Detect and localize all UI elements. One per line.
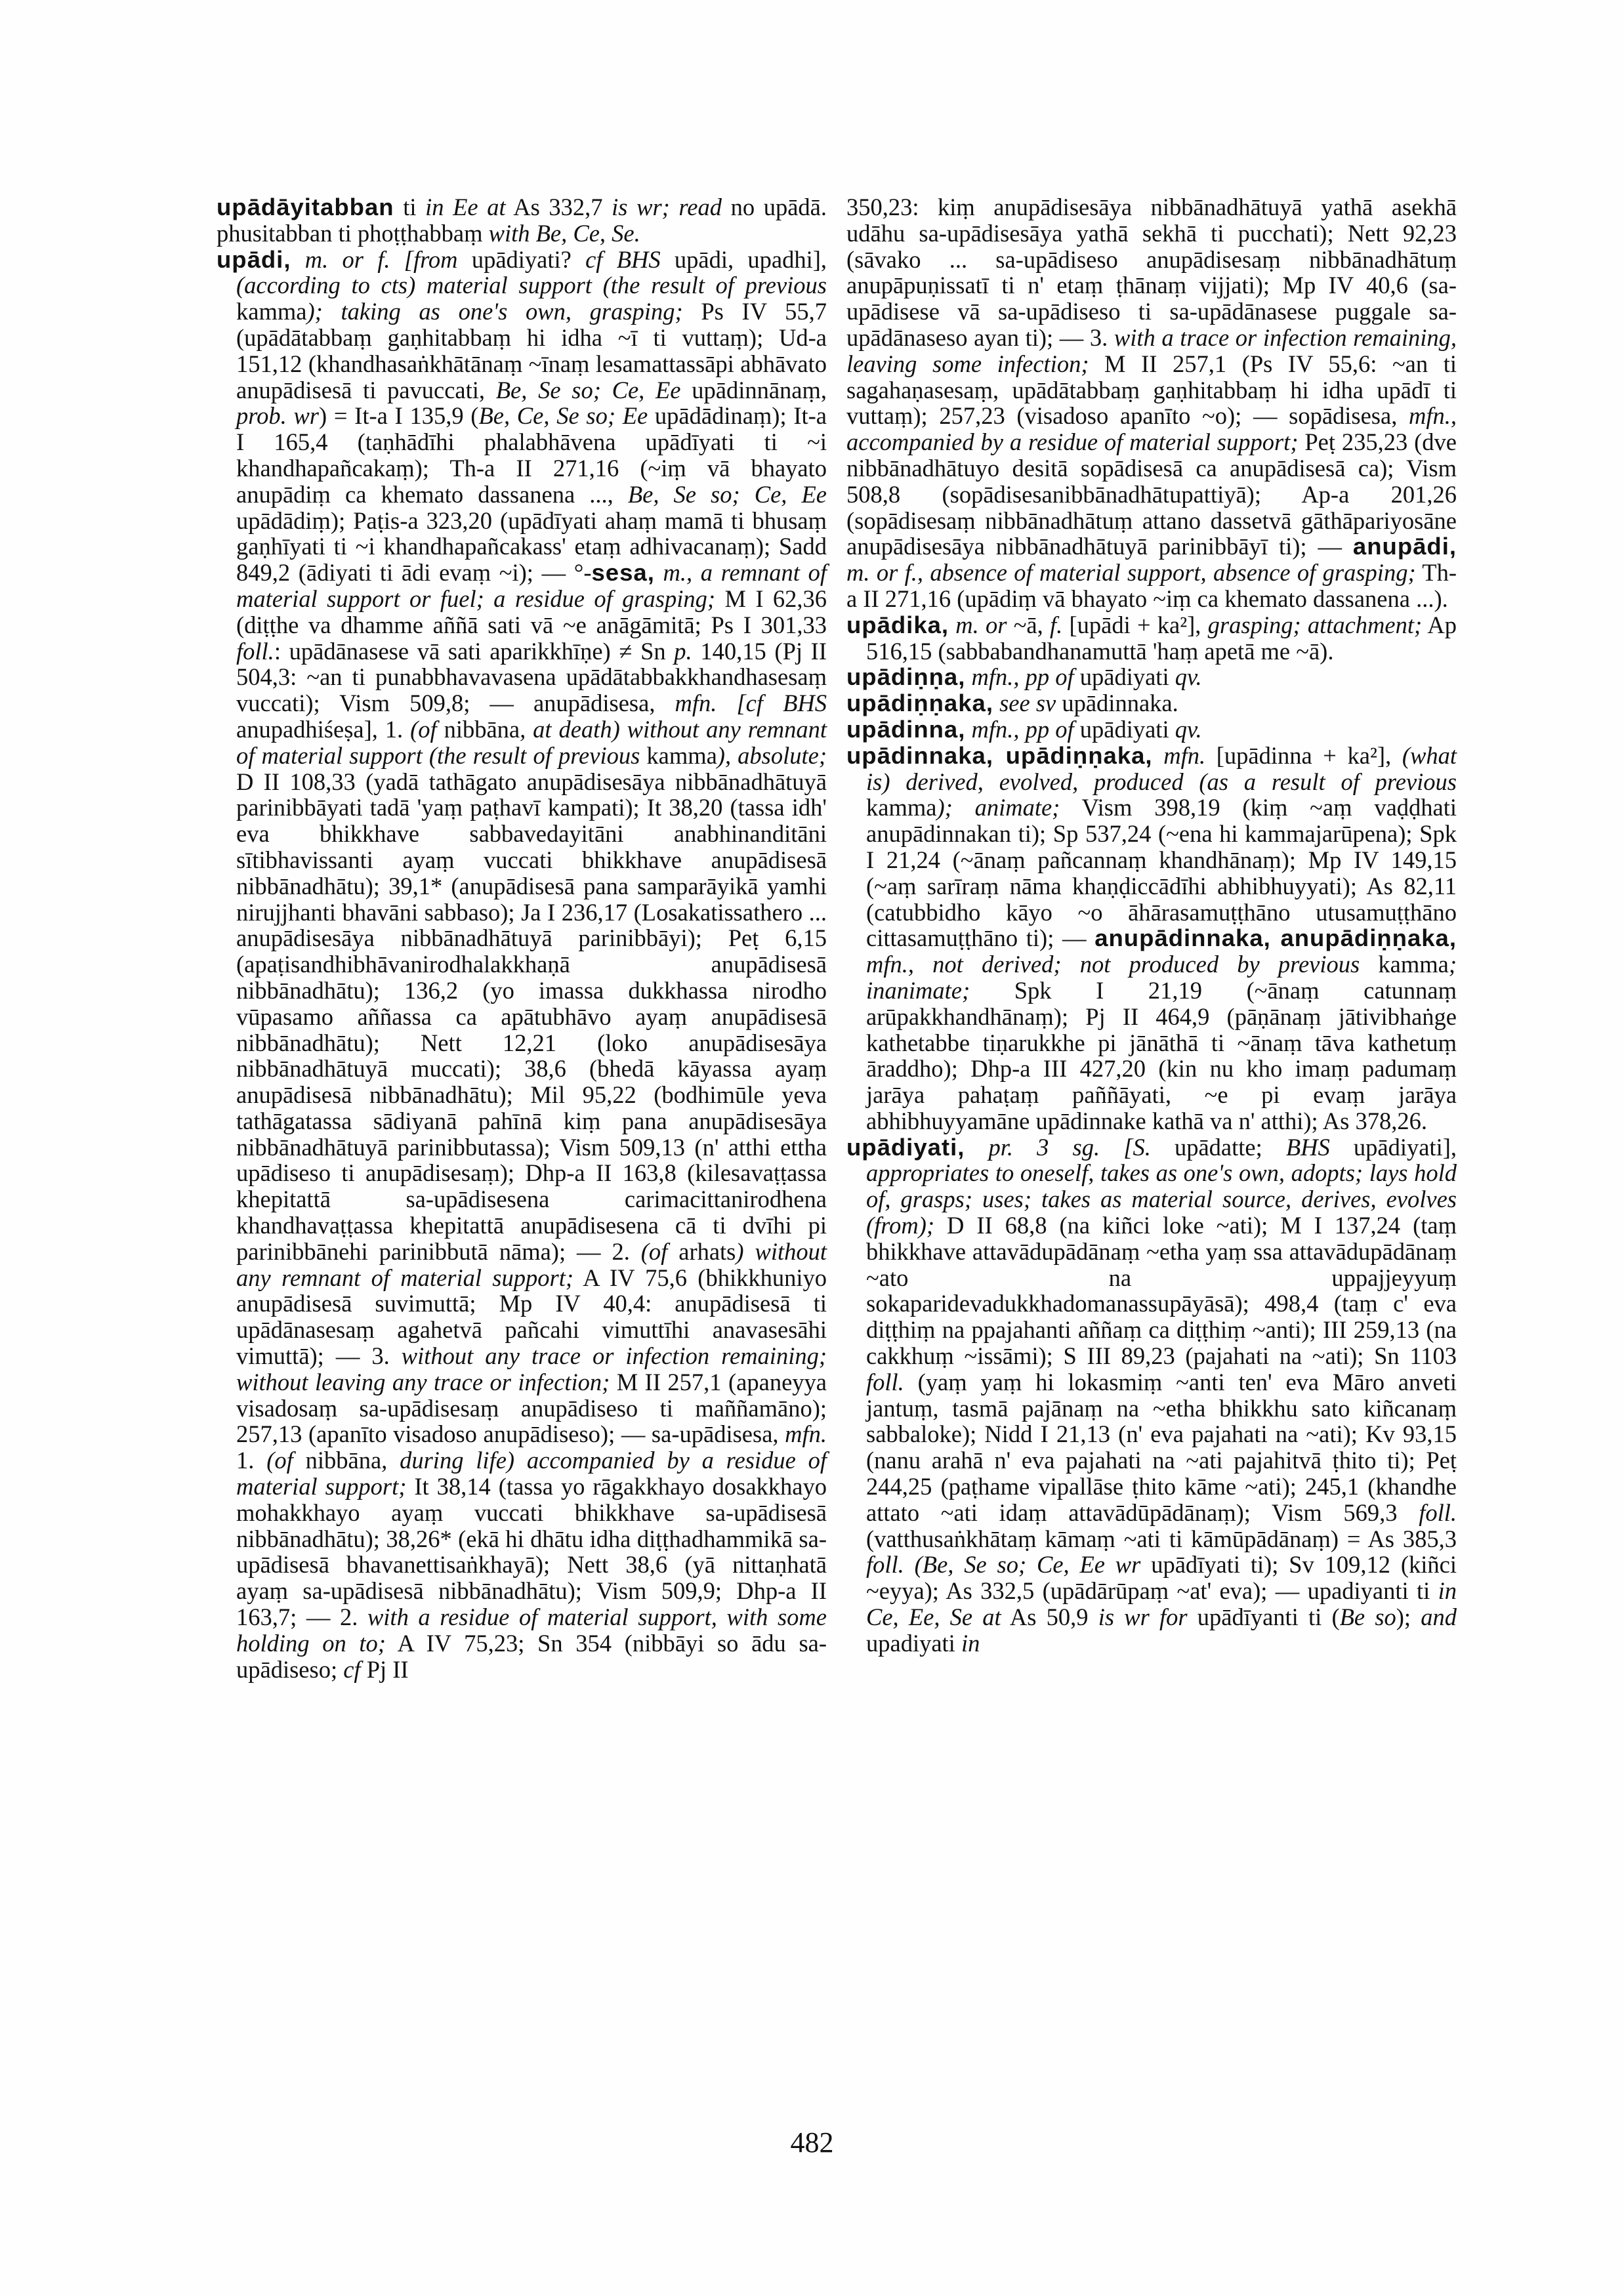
italic-text: ); animate;	[936, 794, 1060, 821]
entry-text: upadiyati	[866, 1629, 961, 1657]
entry-text: kamma	[236, 298, 307, 325]
entry-text: ~ā,	[1007, 611, 1050, 638]
italic-text: qv.	[1175, 715, 1202, 743]
right-column-entry	[846, 664, 1457, 690]
italic-text: , during life) accompanied by a residue of material support;	[236, 1447, 827, 1500]
italic-text: with a residue of material support, with some holding on to;	[236, 1603, 827, 1657]
italic-text: see sv	[993, 690, 1056, 717]
entry-text: nibbāna	[293, 1447, 382, 1474]
entry-text: arhats	[667, 1237, 736, 1265]
italic-text: mfn., accompanied by a residue of material support;	[846, 402, 1457, 456]
entry-text: M II 257,1 (Ps IV 55,6: ~an ti sagahaṇasesaṃ, upādātabbaṃ gaṇhitabbaṃ hi idha upādī ti vuttaṃ); 257,23 (visadoso apanīto ~o); — sopādisesa,	[846, 350, 1457, 430]
italic-text: p.	[674, 637, 692, 665]
headword: upādinna,	[846, 715, 966, 743]
entry-text: upādinnaka.	[1056, 690, 1178, 717]
entry-text: As 50,9	[1001, 1603, 1098, 1631]
entry-text: upādīyati ti); Sv 109,12 (kiñci ~eyya); As 332,5 (upādārūpaṃ ~at' eva); — upadiyanti ti	[866, 1551, 1457, 1605]
italic-text: mfn. [cf BHS	[675, 690, 827, 717]
entry-text: upādinnānaṃ,	[680, 376, 827, 403]
entry-text: [upādi + ka²],	[1062, 611, 1208, 638]
italic-text: with Be, Ce, Se.	[488, 219, 640, 247]
entry-text: Ps IV 55,7 (upādātabbaṃ gaṇhitabbaṃ hi idha ~ī ti vuttaṃ); Ud-a 151,12 (khandhasaṅkhātānaṃ ~īnaṃ lesamattassāpi abhāvato anupādisesā ti pavuccati,	[236, 298, 827, 403]
page-number: 482	[790, 2126, 834, 2159]
italic-text: (according to cts) material support (the result of previous	[236, 272, 827, 299]
italic-text: (of	[640, 1237, 668, 1265]
italic-text: mfn., pp of	[965, 715, 1074, 743]
entry-text: ) = It-a I 135,9 (	[319, 402, 479, 430]
entry-text: kamma	[866, 794, 937, 821]
italic-text: , at death) without any remnant of material support (the result of previous	[236, 715, 827, 769]
italic-text: mfn., pp of	[965, 663, 1074, 691]
italic-text: with a trace or infection remaining, leaving some infection;	[846, 323, 1457, 377]
italic-text: pr. 3 sg. [S.	[965, 1133, 1151, 1161]
entry-text: upādiyati	[1073, 715, 1175, 743]
entry-text: upādatte;	[1150, 1133, 1286, 1161]
entry-text: [upādinna + ka²],	[1205, 741, 1402, 769]
entry-text: It 38,14 (tassa yo rāgakkhayo dosakkhayo mohakkhayo ayaṃ vuccati bhikkhave sa-upādisesā nibbānadhātu); 38,26* (ekā hi dhātu idha diṭṭhadhammikā sa-upādisesā bhavanettisaṅkhayā); Nett 38,6 (yā nittaṇhatā ayaṃ sa-upādisesā nibbānadhātu); Vism 509,9; Dhp-a II 163,7; — 2.	[236, 1473, 827, 1631]
italic-text: qv.	[1175, 663, 1202, 691]
right-column-entry	[846, 743, 1457, 1134]
entry-text: Peṭ 235,23 (dve nibbānadhātuyo desitā sopādisesā ca anupādisesā ca); Vism 508,8 (sopādisesanibbānadhātupattiyā); Ap-a 201,26 (sopādisesaṃ nibbānadhātuṃ attano dassetvā gāthāpariyosāne anupādisesāya nibbānadhātuyā parinibbāyī ti); —	[846, 428, 1457, 560]
entry-text: upādādinaṃ); It-a I 165,4 (taṇhādīhi phalabhāvena upādīyati ti ~i khandhapañcakaṃ); Th-a II 271,16 (~iṃ vā bhayato anupādiṃ ca khemato dassanena ...,	[236, 402, 827, 508]
entry-text: kamma	[1360, 951, 1449, 978]
italic-text: foll.	[236, 637, 274, 665]
entry-text: upādiyati?	[457, 245, 586, 273]
italic-text: m., a remnant of material support or fuel; a residue of grasping;	[236, 559, 827, 612]
entry-text: kamma	[640, 741, 717, 769]
italic-text: foll. (Be, Se so; Ce, Ee wr	[866, 1551, 1141, 1579]
headword: anupādinnaka, anupādiṇṇaka,	[1094, 924, 1457, 952]
entry-text: upādādiṃ); Paṭis-a 323,20 (upādīyati ahaṃ mamā ti bhusaṃ gaṇhīyati ti ~i khandhapañcakass' etaṃ adhivacanaṃ); Sadd 849,2 (ādiyati ti ādi evaṃ ~i); — °-	[236, 507, 827, 587]
entry-text: (vatthusaṅkhātaṃ kāmaṃ ~ati ti kāmūpādānaṃ) = As 385,3	[866, 1525, 1457, 1552]
italic-text: in	[961, 1629, 980, 1657]
entry-text: 350,23: kiṃ anupādisesāya nibbānadhātuyā yathā asekhā udāhu sa-upādisesāya yathā sekhā ti pucchati); Nett 92,23 (sāvako ... sa-upādiseso anupādisesaṃ nibbānadhātuṃ anupāpuṇissatī ti n' etaṃ ṭhānaṃ vijjati); Mp IV 40,6 (sa-upādisese vā sa-upādiseso ti sa-upādānasese puggale sa-upādānaseso ayan ti); — 3.	[846, 194, 1457, 351]
entry-text: Ap 516,15 (sabbabandhanamuttā 'haṃ apetā me ~ā).	[866, 611, 1457, 665]
italic-text: m. or	[949, 611, 1007, 638]
italic-text: ); taking as one's own, grasping;	[306, 298, 683, 325]
italic-text: Be, Se so; Ce, Ee	[495, 376, 681, 403]
italic-text: cf	[343, 1655, 361, 1683]
entry-text: 1.	[236, 1447, 267, 1474]
italic-text: mfn.	[1152, 741, 1206, 769]
headword: upādika,	[846, 611, 949, 638]
right-column-entry	[846, 1134, 1457, 1657]
italic-text: and	[1421, 1603, 1457, 1631]
headword: anupādi,	[1352, 533, 1457, 560]
entry-text: Spk I 21,19 (~ānaṃ catunnaṃ arūpakkhandhānaṃ); Pj II 464,9 (pāṇānaṃ jātivibhaṅge kathetabbe tiṇarukkhe pi jānāthā ti ~ānaṃ tāva kathetuṃ āraddho); Dhp-a III 427,20 (kin nu kho imaṃ padumaṃ jarāya pahaṭaṃ paññāyati, ~e pi evaṃ jarāya abhibhuyyamāne upādinnake kathā va n' atthi); As 378,26.	[866, 976, 1457, 1134]
italic-text: m. or f. [from	[291, 245, 458, 273]
entry-text: 140,15 (Pj II 504,3: ~an ti punabbhavavasena upādātabbakkhandhasesaṃ vuccati); Vism 509,8; — anupādisesa,	[236, 637, 827, 717]
entry-text: M I 62,36 (diṭṭhe va dhamme aññā sati vā ~e anāgāmitā; Ps I 301,33	[236, 585, 827, 638]
headword: sesa,	[591, 559, 655, 587]
italic-text: prob. wr	[236, 402, 319, 430]
entry-text: Pj II	[360, 1655, 409, 1683]
left-column-entry	[217, 194, 827, 247]
italic-text: f.	[1049, 611, 1063, 638]
italic-text: (of	[266, 1447, 293, 1474]
headword: upādāyitabban	[217, 194, 394, 220]
entry-text: Th-a II 271,16 (upādiṃ vā bhayato ~iṃ ca khemato dassanena ...).	[846, 559, 1457, 612]
entry-text: A IV 75,6 (bhikkhuniyo anupādisesā suvimuttā; Mp IV 40,4: anupādisesā ti upādānasesaṃ agahetvā pañcahi vimuttīhi anavasesāhi vimuttā); — 3.	[236, 1264, 827, 1370]
headword: upādi,	[217, 245, 291, 273]
left-column-entry	[217, 247, 827, 1683]
italic-text: Be so	[1339, 1603, 1396, 1631]
italic-text: appropriates to oneself, takes as one's own, adopts; lays hold of, grasps; uses; takes as material source, derives, evolves (from);	[866, 1159, 1457, 1239]
entry-text: anupadhiśeṣa], 1.	[236, 715, 411, 743]
italic-text: is wr for	[1098, 1603, 1188, 1631]
entry-text: upādi, upadhi],	[660, 245, 827, 273]
headword: upādiyati,	[846, 1133, 965, 1161]
entry-text: Vism 398,19 (kiṃ ~aṃ vaḍḍhati anupādinnakan ti); Sp 537,24 (~ena hi kammajarūpena); Spk I 21,24 (~ānaṃ pañcannaṃ khandhānaṃ); Mp IV 149,15 (~aṃ sarīraṃ nāma khaṇḍiccādīhi abhibhuyyati); As 82,11 (catubbidho kāyo ~o āhārasamuṭṭhāno utusamuṭṭhāno cittasamuṭṭhāno ti); —	[866, 794, 1457, 952]
italic-text: Be, Ce, Se so; Ee	[478, 402, 648, 430]
entry-text: D II 68,8 (na kiñci loke ~ati); M I 137,24 (taṃ bhikkhave attavādupādānaṃ ~etha yaṃ ssa attavādupādānaṃ ~ato na uppajjeyyuṃ sokaparidevadukkhadomanassupāyāsā); 498,4 (taṃ c' eva diṭṭhiṃ na ppajahanti aññaṃ ca diṭṭhiṃ ~anti); III 259,13 (na cakkhuṃ ~issāmi); S III 89,23 (pajahati na ~ati); Sn 1103	[866, 1212, 1457, 1370]
italic-text: ) without any remnant of material support;	[236, 1237, 827, 1291]
entry-text: : upādānasese vā sati aparikkhīṇe) ≠ Sn	[274, 637, 675, 665]
italic-text: is wr; read	[612, 194, 722, 220]
entry-text: );	[1396, 1603, 1421, 1631]
entry-text: no upādā. phusitabban ti phoṭṭhabbaṃ	[217, 194, 827, 247]
right-column-entry	[846, 194, 1457, 612]
italic-text: m. or f., absence of material support, absence of grasping;	[846, 559, 1416, 587]
italic-text: foll.	[1419, 1499, 1457, 1526]
right-column-entry	[846, 690, 1457, 716]
entry-text: ti	[394, 194, 426, 220]
entry-text: (yaṃ yaṃ hi lokasmiṃ ~anti ten' eva Māro anveti jantuṃ, tasmā pajānaṃ na ~etha bhikkhu sato kiñcanaṃ sabbaloke); Nidd I 21,13 (n' eva pajahati na ~ati); Kv 93,15 (nanu arahā n' eva pajahati na ~ati pajahitvā ṭhito ti); Peṭ 244,25 (paṭhame vipallāse ṭhito kāme ~ati); 245,1 (khandhe attato ~ati idaṃ attavādūpādānaṃ); Vism 569,3	[866, 1368, 1457, 1526]
right-column-entry	[846, 716, 1457, 743]
headword: upādiṇṇa,	[846, 663, 966, 691]
entry-text: upādīyanti ti (	[1187, 1603, 1340, 1631]
italic-text: Be, Se so; Ce, Ee	[627, 480, 827, 508]
entry-text: nibbāna	[436, 715, 520, 743]
italic-text: mfn.	[785, 1420, 827, 1448]
entry-text: As 332,7	[505, 194, 612, 220]
left-column	[217, 194, 827, 1682]
italic-text: mfn., not derived; not produced by previous	[866, 951, 1360, 978]
italic-text: BHS	[1285, 1133, 1330, 1161]
italic-text: (what is) derived, evolved, produced (as a result of previous	[866, 741, 1457, 795]
italic-text: in Ce, Ee, Se at	[866, 1577, 1457, 1631]
entry-text: upādiyati	[1073, 663, 1175, 691]
italic-text: foll.	[866, 1368, 904, 1396]
entry-text: M II 257,1 (apaneyya visadosaṃ sa-upādisesaṃ anupādiseso ti maññamāno); 257,13 (apanīto visadoso anupādiseso); — sa-upādisesa,	[236, 1368, 827, 1448]
entry-text: A IV 75,23; Sn 354 (nibbāyi so ādu sa-upādiseso;	[236, 1629, 827, 1683]
italic-text: (of	[410, 715, 437, 743]
italic-text: ), absolute;	[717, 741, 827, 769]
italic-text: in Ee at	[425, 194, 506, 220]
right-column	[846, 194, 1457, 1657]
right-column-entry	[846, 612, 1457, 665]
headword: upādinnaka, upādiṇṇaka,	[846, 741, 1153, 769]
headword: upādiṇṇaka,	[846, 690, 993, 717]
italic-text: cf BHS	[585, 245, 661, 273]
italic-text: ; inanimate;	[866, 951, 1457, 1004]
italic-text: without any trace or infection remaining; without leaving any trace or infection;	[236, 1342, 827, 1396]
entry-text: D II 108,33 (yadā tathāgato anupādisesāya nibbānadhātuyā parinibbāyati tadā 'yaṃ paṭhavī kampati); It 38,20 (tassa idh' eva bhikkhave sabbavedayitāni anabhinanditāni sītibhavissanti ayaṃ vuccati bhikkhave anupādisesā nibbānadhātu); 39,1* (anupādisesā pana samparāyikā yamhi nirujjhanti bhavāni sabbaso); Ja I 236,17 (Losakatissathero ... anupādisesāya nibbānadhātuyā parinibbāyi); Peṭ 6,15 (apaṭisandhibhāvanirodhalakkhaṇā anupādisesā nibbānadhātu); 136,2 (yo imassa dukkhassa nirodho vūpasamo aññassa ca apātubhāvo ayaṃ anupādisesā nibbānadhātu); Nett 12,21 (loko anupādisesāya nibbānadhātuyā muccati); 38,6 (bhedā kāyassa ayaṃ anupādisesā nibbānadhātu); Mil 95,22 (bodhimūle yeva tathāgatassa sādiyanā pahīnā kiṃ pana anupādisesāya nibbānadhātuyā parinibbutassa); Vism 509,13 (n' atthi ettha upādiseso ti anupādisesaṃ); Dhp-a II 163,8 (kilesavaṭṭassa khepitattā sa-upādisesena carimacittanirodhena khandhavaṭṭassa khepitattā anupādisesena cā ti dvīhi pi parinibbānehi parinibbutā nāma); — 2.	[236, 768, 827, 1265]
entry-text: upādiyati],	[1329, 1133, 1457, 1161]
italic-text: grasping; attachment;	[1207, 611, 1423, 638]
